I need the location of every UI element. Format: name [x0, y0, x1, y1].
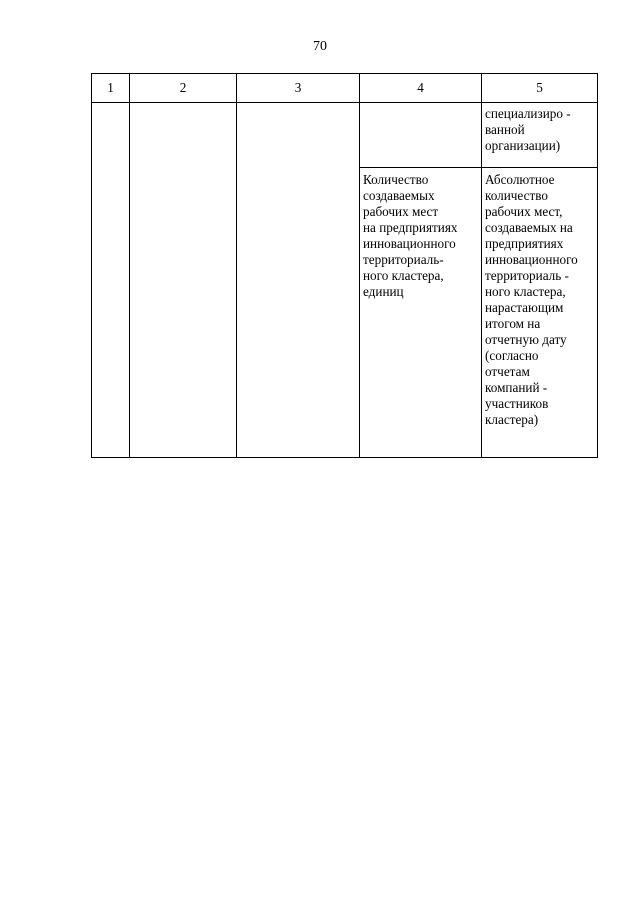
indicator-description-cell: Абсолютное количество рабочих мест, создаваемых на предприятиях инновационного территориаль - ного кластера, нарастающим итогом на отчетную дату (согласно отчетам компаний - участников кластера): [482, 168, 598, 458]
column-header-3: 3: [237, 74, 360, 103]
column-header-1: 1: [92, 74, 130, 103]
table-cell-col2: [130, 103, 237, 458]
column-header-2: 2: [130, 74, 237, 103]
table-cell-col4: [360, 103, 482, 168]
indicator-name-cell: Количество создаваемых рабочих мест на предприятиях инновационного территориаль- ного кластера, единиц: [360, 168, 482, 458]
table-header-row: [92, 74, 598, 103]
table-cell-col3: [237, 103, 360, 458]
table-cell-col5: специализиро - ванной организации): [482, 103, 598, 168]
table-row: [92, 103, 598, 168]
column-header-4: 4: [360, 74, 482, 103]
column-header-5: 5: [482, 74, 598, 103]
table-cell-col1: [92, 103, 130, 458]
page-number: 70: [313, 39, 327, 54]
data-table: [91, 73, 598, 458]
